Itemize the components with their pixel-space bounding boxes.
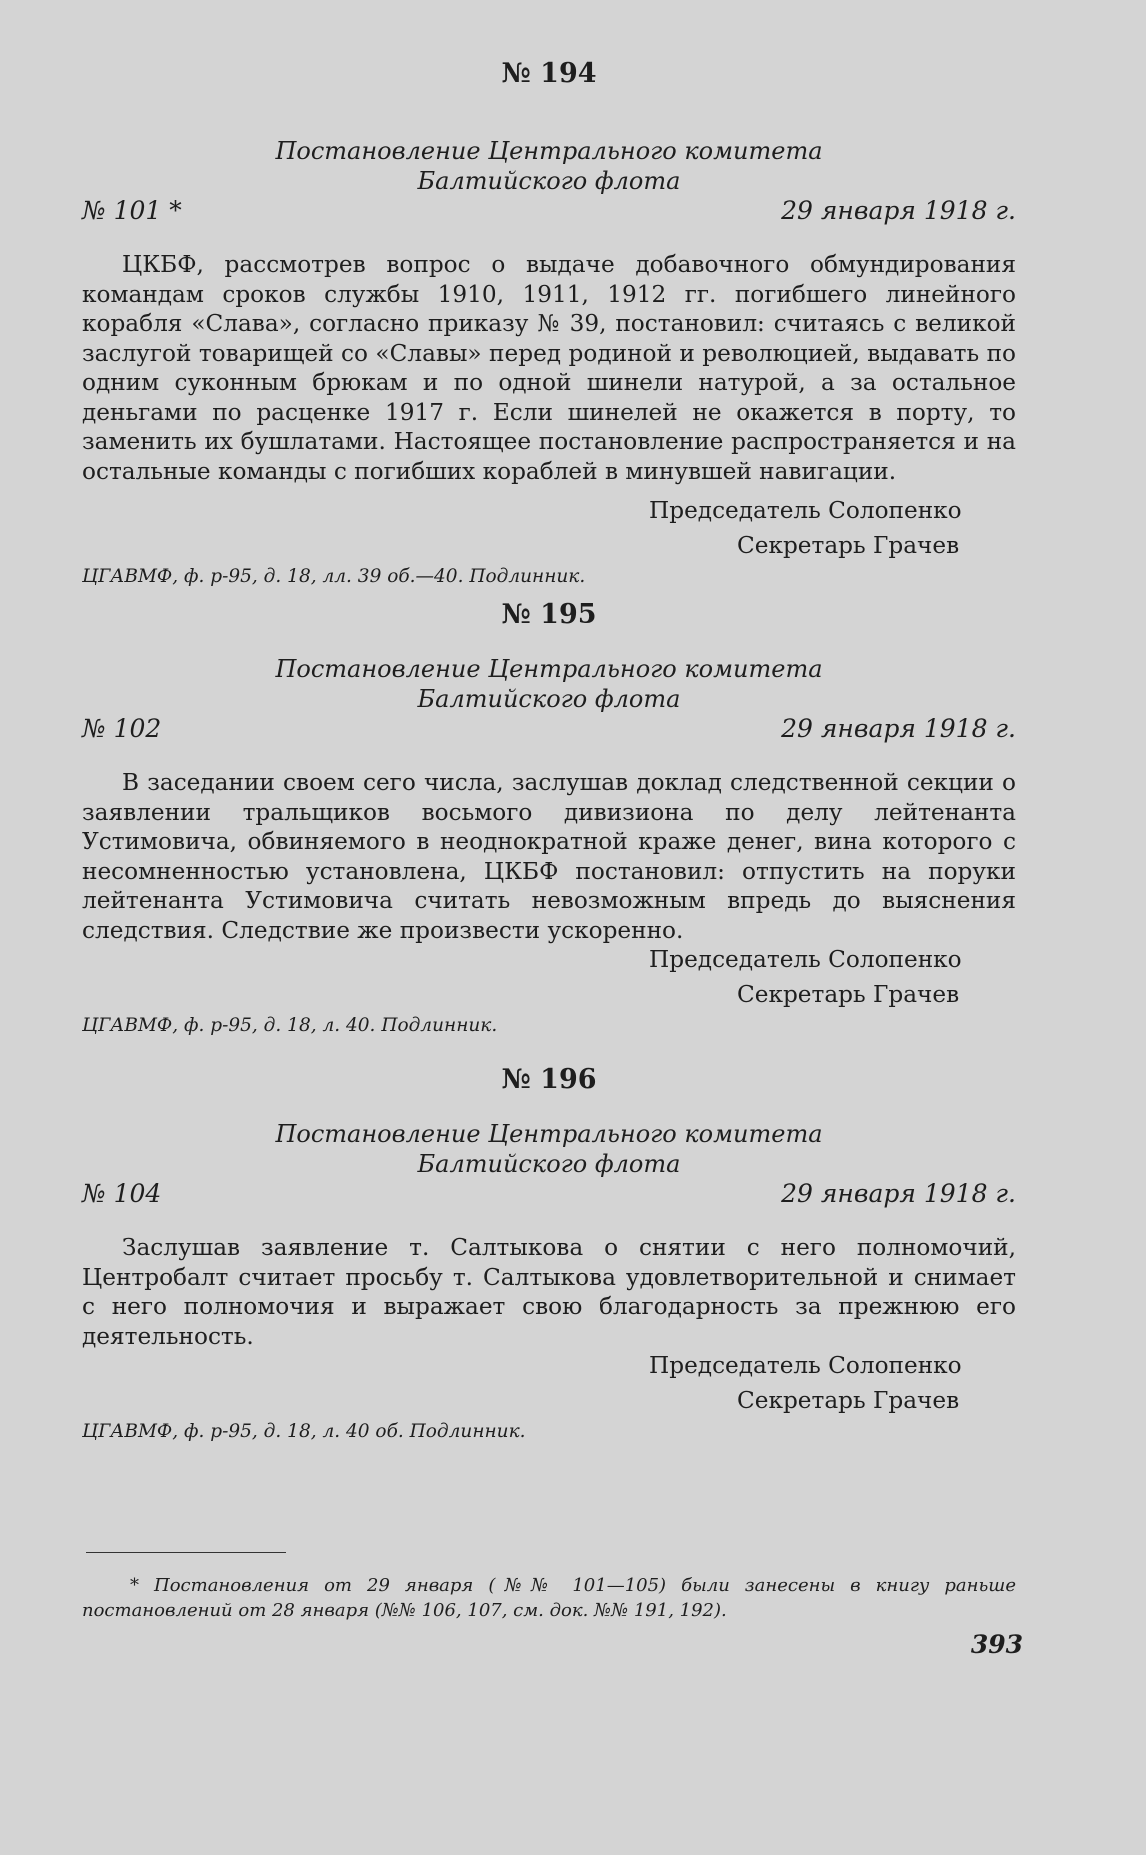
- archive-source: ЦГАВМФ, ф. р-95, д. 18, л. 40. Подлинник.: [82, 1015, 498, 1036]
- document-title-line2: Балтийского флота: [417, 167, 681, 195]
- document-196: [82, 1064, 1016, 1444]
- page-number: 393: [970, 1630, 1023, 1659]
- document-title-line1: Постановление Центрального комитета: [275, 1120, 823, 1148]
- resolution-text: ЦКБФ, рассмотрев вопрос о выдаче добавочного обмундирования командам сроков службы 1910, 1911, 1912 гг. погибшего линейного корабля «Слава», согласно приказу № 39, постановил: считаясь с великой заслугой товарищей со «Славы» перед родиной и революцией, выдавать по одним суконным брюкам и по одной шинели натурой, а за остальное деньгами по расценке 1917 г. Если шинелей не окажется в порту, то заменить их бушлатами. Настоящее постановление распространяется и на остальные команды с погибших кораблей в минувшей навигации.: [82, 251, 1016, 485]
- resolution-number: № 101 *: [82, 196, 182, 225]
- document-heading: № 195: [501, 599, 597, 630]
- secretary-signature: Секретарь Грачев: [737, 531, 960, 559]
- resolution-date: 29 января 1918 г.: [781, 1179, 1016, 1208]
- chairman-signature: Председатель Солопенко: [649, 497, 962, 524]
- resolution-text: В заседании своем сего числа, заслушав доклад следственной секции о заявлении тральщиков восьмого дивизиона по делу лейтенанта Устимовича, обвиняемого в неоднократной краже денег, вина которого с несомненностью установлена, ЦКБФ постановил: отпустить на поруки лейтенанта Устимовича считать невозможным впредь до выяснения следствия. Следствие же произвести ускоренно.: [82, 769, 1016, 944]
- chairman-signature: Председатель Солопенко: [649, 1352, 962, 1379]
- resolution-date: 29 января 1918 г.: [781, 196, 1016, 225]
- document-meta: [82, 196, 1016, 228]
- document-title-line2: Балтийского флота: [417, 685, 681, 713]
- resolution-text: Заслушав заявление т. Салтыкова о снятии с него полномочий, Центробалт считает просьбу т. Салтыкова удовлетворительной и снимает с него полномочия и выражает свою благодарность за прежнюю его деятельность.: [82, 1234, 1016, 1350]
- resolution-number: № 104: [82, 1179, 162, 1208]
- document-heading: № 194: [501, 58, 597, 89]
- resolution-date: 29 января 1918 г.: [781, 714, 1016, 743]
- footnote-divider: [86, 1552, 286, 1553]
- chairman-signature: Председатель Солопенко: [649, 946, 962, 973]
- resolution-number: № 102: [82, 714, 162, 743]
- document-title-line1: Постановление Центрального комитета: [275, 655, 823, 683]
- secretary-signature: Секретарь Грачев: [737, 980, 960, 1008]
- document-title-line2: Балтийского флота: [417, 1150, 681, 1178]
- document-194: [82, 58, 1016, 589]
- document-meta: [82, 1179, 1016, 1211]
- secretary-signature: Секретарь Грачев: [737, 1386, 960, 1414]
- document-meta: [82, 714, 1016, 746]
- document-title-line1: Постановление Центрального комитета: [275, 137, 823, 165]
- document-heading: № 196: [501, 1064, 597, 1095]
- archive-source: ЦГАВМФ, ф. р-95, д. 18, лл. 39 об.—40. Подлинник.: [82, 566, 586, 587]
- archive-source: ЦГАВМФ, ф. р-95, д. 18, л. 40 об. Подлинник.: [82, 1421, 526, 1442]
- footnote: * Постановления от 29 января (№№ 101—105) были занесены в книгу раньше постановлений от 28 января (№№ 106, 107, см. док. №№ 191, 192).: [82, 1575, 1016, 1621]
- document-195: [82, 599, 1016, 1038]
